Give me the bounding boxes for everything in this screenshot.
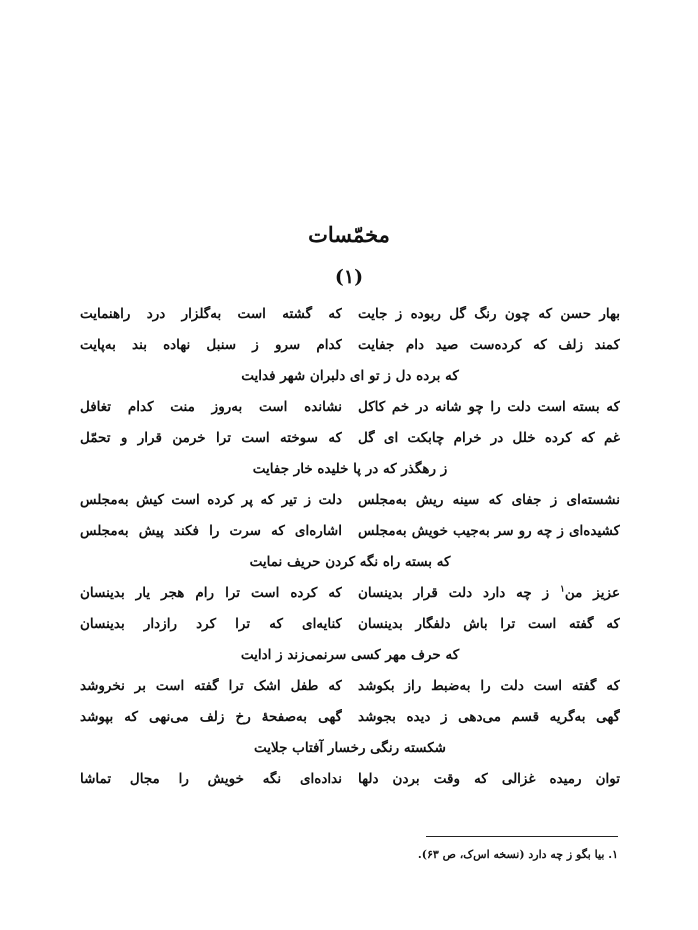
hemistich-second: دلت ز تیر که پر کرده است کیش به‌مجلس bbox=[80, 491, 342, 508]
refrain-line: که حرف مهر کسی سرنمی‌زند ز ادایت bbox=[240, 646, 460, 663]
hemistich-second: اشاره‌ای که سرت را فکند پیش به‌مجلس bbox=[80, 522, 342, 539]
footnote-divider bbox=[426, 836, 618, 837]
poem-body bbox=[80, 298, 620, 794]
couplet-line bbox=[80, 329, 620, 360]
hemistich-first: غم که کرده خلل در خرام چابکت ای گل bbox=[358, 429, 620, 446]
footnote-reference: عزیز من$^۱$ ز چه دارد دلت قرار بدینسان bbox=[358, 584, 620, 601]
couplet-line bbox=[80, 484, 620, 515]
hemistich-first: کشیده‌ای ز چه رو سر به‌جیب خویش به‌مجلس bbox=[358, 522, 620, 539]
couplet-line bbox=[80, 608, 620, 639]
hemistich-second: گهی به‌صفحهٔ رخ زلف می‌نهی که بپوشد bbox=[80, 708, 342, 725]
couplet-line bbox=[80, 701, 620, 732]
hemistich-first: که بسته است دلت را چو شانه در خم کاکل bbox=[358, 398, 620, 415]
couplet-line bbox=[80, 515, 620, 546]
refrain-line: ز رهگذر که در پا خلیده خار جفایت bbox=[252, 460, 448, 477]
hemistich-first: کمند زلف که کرده‌ست صید دام جفایت bbox=[358, 336, 620, 353]
section-title: مخمّسات bbox=[308, 222, 390, 247]
couplet-line bbox=[80, 577, 620, 608]
refrain-line: شکسته رنگی رخسار آفتاب جلایت bbox=[254, 739, 446, 756]
hemistich-first: که گفته است دلت را به‌ضبط راز بکوشد bbox=[358, 677, 620, 694]
hemistich-second: نشانده است به‌روز منت کدام تغافل bbox=[80, 398, 342, 415]
hemistich-first: که گفته است ترا باش دلفگار بدینسان bbox=[358, 615, 620, 632]
hemistich-second: که گشته است به‌گلزار درد راهنمایت bbox=[80, 305, 342, 322]
footnote-marker: ۱ bbox=[560, 584, 565, 595]
hemistich-second: کنایه‌ای که ترا کرد رازدار بدینسان bbox=[80, 615, 342, 632]
hemistich-second: که طفل اشک ترا گفته است بر نخروشد bbox=[80, 677, 342, 694]
hemistich-second: کدام سرو ز سنبل نهاده بند به‌پایت bbox=[80, 336, 342, 353]
footnote: ۱. بیا بگو ز چه دارد (نسخه اس‌ک، ص ۶۳). bbox=[417, 848, 618, 861]
couplet-line bbox=[80, 391, 620, 422]
hemistich-first: نشسته‌ای ز جفای که سینه ریش به‌مجلس bbox=[358, 491, 620, 508]
couplet-line bbox=[80, 763, 620, 794]
refrain-line: که برده دل ز تو ای دلبران شهر فدایت bbox=[241, 367, 459, 384]
hemistich-first: توان رمیده غزالی که وقت بردن دلها bbox=[358, 770, 620, 787]
couplet-line bbox=[80, 298, 620, 329]
hemistich-second: که سوخته است ترا خرمن قرار و تحمّل bbox=[80, 429, 342, 446]
couplet-line bbox=[80, 670, 620, 701]
hemistich-first: گهی به‌گریه قسم می‌دهی ز دیده بجوشد bbox=[358, 708, 620, 725]
hemistich-first: بهار حسن که چون رنگ گل ربوده ز جایت bbox=[358, 305, 620, 322]
hemistich-first bbox=[358, 584, 620, 601]
hemistich-second: نداده‌ای نگه خویش را مجال تماشا bbox=[80, 770, 342, 787]
hemistich-second: که کرده است ترا رام هجر یار بدینسان bbox=[80, 584, 342, 601]
poem-number: (۱) bbox=[334, 266, 364, 288]
refrain-line: که بسته راه نگه کردن حریف نمایت bbox=[249, 553, 451, 570]
couplet-line bbox=[80, 422, 620, 453]
